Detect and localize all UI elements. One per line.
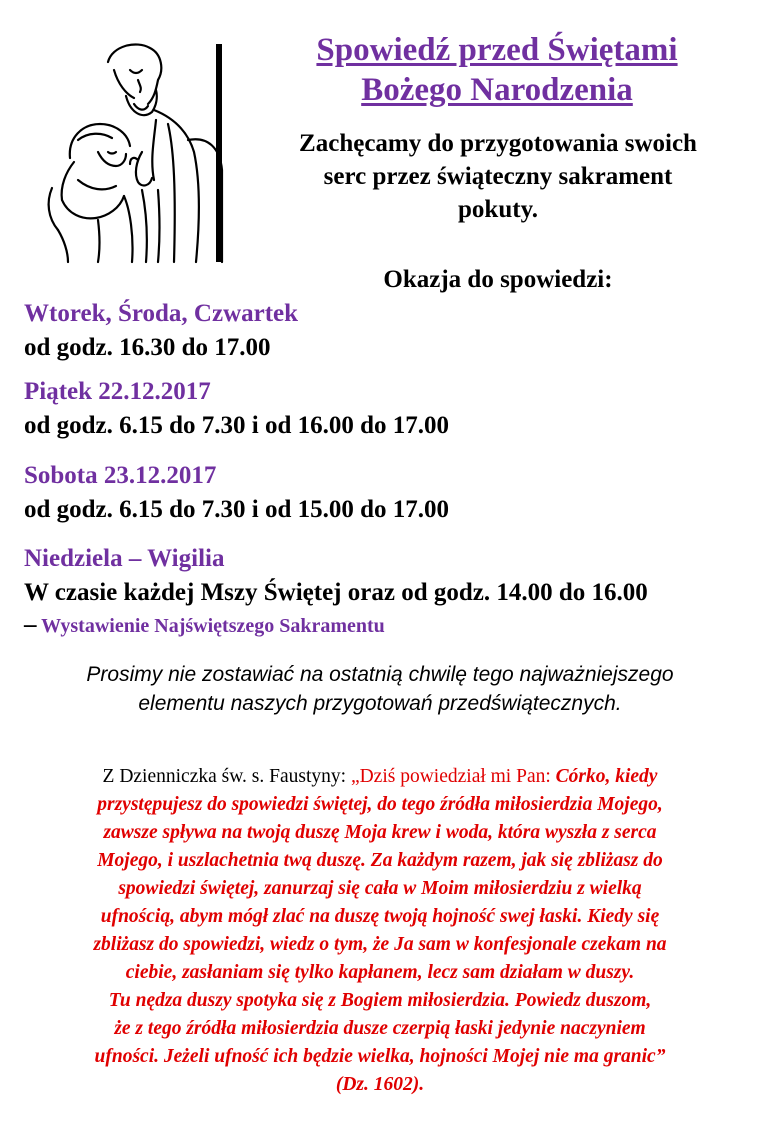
schedule-day: Wtorek, Środa, Czwartek (24, 300, 299, 327)
schedule-hours: od godz. 6.15 do 7.30 i od 15.00 do 17.00 (24, 496, 450, 523)
okazja-heading: Okazja do spowiedzi: (383, 266, 613, 293)
intro-line-1: Zachęcamy do przygotowania swoich (299, 130, 697, 157)
schedule-block-saturday (24, 459, 754, 527)
quote-line: zbliżasz do spowiedzi, wiedz o tym, że Ja sam w konfesjonale czekam na (93, 934, 667, 955)
schedule-block-weekdays (24, 297, 754, 365)
schedule-day: Piątek 22.12.2017 (24, 378, 211, 405)
quote-line: że z tego źródła miłosierdzia dusze czerpią łaski jedynie naczyniem (114, 1018, 646, 1039)
schedule-hours: W czasie każdej Mszy Świętej oraz od godz. 14.00 do 16.00 (24, 579, 648, 606)
quote-line: (Dz. 1602). (335, 1074, 425, 1095)
quote-source: Z Dzienniczka św. s. Faustyny: (102, 766, 351, 787)
quote-line: zawsze spływa na twoją duszę Moja krew i woda, która wyszła z serca (103, 822, 657, 843)
quote-opening: „Dziś powiedział mi Pan: (350, 766, 556, 787)
schedule-block-sunday (24, 542, 754, 641)
quote-line (18, 763, 742, 791)
note-line-1: Prosimy nie zostawiać na ostatnią chwilę tego najważniejszego (86, 663, 674, 686)
quote-line: Tu nędza duszy spotyka się z Bogiem miłosierdzia. Powiedz duszom, (108, 990, 652, 1011)
quote-line: spowiedzi świętej, zanurzaj się cała w Moim miłosierdziu z wielką (118, 878, 642, 899)
title-line-2: Bożego Narodzenia (361, 72, 633, 108)
page-title (262, 30, 732, 110)
schedule-block-friday (24, 375, 754, 443)
schedule-day: Niedziela – Wigilia (24, 545, 225, 572)
schedule-hours: od godz. 16.30 do 17.00 (24, 334, 271, 361)
intro-line-2: serc przez świąteczny sakrament (323, 163, 673, 190)
schedule-extra-dash: – (24, 611, 37, 638)
schedule-extra (24, 610, 754, 641)
quote-line: ufnością, abym mógł zlać na duszę twoją hojność swej łaski. Kiedy się (100, 906, 660, 927)
intro-text (258, 127, 738, 226)
quote-line: ufności. Jeżeli ufność ich będzie wielka, hojności Mojej nie ma granic” (94, 1046, 666, 1067)
quote-line: Mojego, i uszlachetnia twą duszę. Za każdym razem, jak się zbliżasz do (97, 850, 663, 871)
faustyna-quote (18, 763, 742, 1099)
title-line-1: Spowiedź przed Świętami (316, 32, 678, 68)
schedule-hours: od godz. 6.15 do 7.30 i od 16.00 do 17.00 (24, 412, 450, 439)
quote-text: Córko, kiedy (555, 766, 658, 787)
closing-note (20, 660, 740, 718)
father-embracing-son-illustration-icon (38, 40, 224, 266)
schedule-day: Sobota 23.12.2017 (24, 462, 217, 489)
schedule-extra-text: Wystawienie Najświętszego Sakramentu (41, 615, 385, 637)
note-line-2: elementu naszych przygotowań przedświątecznych. (138, 692, 622, 715)
quote-line: przystępujesz do spowiedzi świętej, do tego źródła miłosierdzia Mojego, (97, 794, 663, 815)
intro-line-3: pokuty. (458, 196, 538, 223)
quote-line: ciebie, zasłaniam się tylko kapłanem, lecz sam działam w duszy. (125, 962, 635, 983)
